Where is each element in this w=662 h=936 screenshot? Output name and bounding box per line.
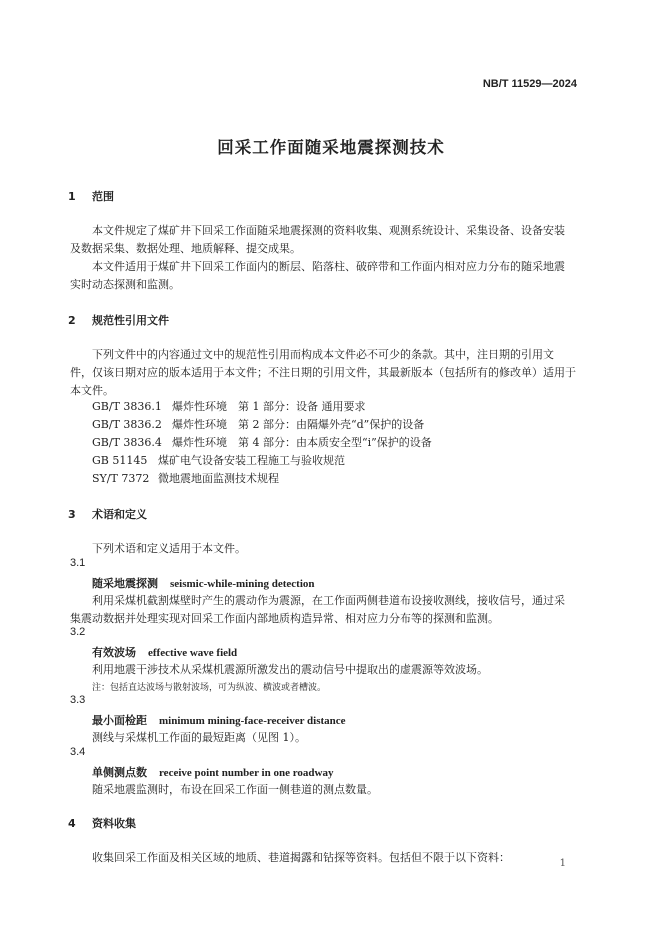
reference-code: SY/T 7372 <box>92 472 150 485</box>
reference-title: 爆炸性环境 第 1 部分：设备 通用要求 <box>172 400 366 413</box>
reference-code: GB/T 3836.2 <box>92 418 162 431</box>
section-title: 规范性引用文件 <box>92 314 169 327</box>
term-note: 注：包括直达波场与散射波场，可为纵波、横波或者槽波。 <box>92 683 327 693</box>
term-chinese: 有效波场 <box>92 646 136 659</box>
paragraph-line: 本文件。 <box>70 384 114 397</box>
reference-title: 爆炸性环境 第 4 部分：由本质安全型“i”保护的设备 <box>172 436 432 449</box>
document-title: 回采工作面随采地震探测技术 <box>217 138 445 157</box>
reference-code: GB 51145 <box>92 454 148 467</box>
term-english: minimum mining-face-receiver distance <box>159 715 346 727</box>
term-heading <box>92 644 237 660</box>
term-number: 3.4 <box>70 746 86 758</box>
section-title: 资料收集 <box>92 817 136 830</box>
section-4-heading <box>68 815 136 831</box>
term-chinese: 单侧测点数 <box>92 766 147 779</box>
normative-reference <box>92 434 432 450</box>
term-heading <box>92 712 346 728</box>
section-number: 1 <box>68 190 76 203</box>
paragraph-line: 本文件适用于煤矿井下回采工作面内的断层、陷落柱、破碎带和工作面内相对应力分布的随采地震 <box>92 260 565 273</box>
paragraph-line: 实时动态探测和监测。 <box>70 278 180 291</box>
term-number: 3.3 <box>70 694 86 706</box>
term-chinese: 最小面检距 <box>92 714 147 727</box>
paragraph-line: 及数据采集、数据处理、地质解释、提交成果。 <box>70 242 301 255</box>
term-heading <box>92 764 333 780</box>
document-number: NB/T 11529—2024 <box>482 78 577 90</box>
reference-code: GB/T 3836.1 <box>92 400 162 413</box>
normative-reference <box>92 452 345 468</box>
section-number: 2 <box>68 314 76 327</box>
term-english: effective wave field <box>148 647 238 659</box>
reference-title: 爆炸性环境 第 2 部分：由隔爆外壳“d”保护的设备 <box>172 418 425 431</box>
paragraph-line: 下列术语和定义适用于本文件。 <box>92 542 246 555</box>
reference-title: 微地震地面监测技术规程 <box>158 472 279 485</box>
term-definition-line: 集震动数据并处理实现对回采工作面内部地质构造异常、相对应力分布等的探测和监测。 <box>70 612 499 625</box>
normative-reference <box>92 398 366 414</box>
term-definition-line: 随采地震监测时，布设在回采工作面一侧巷道的测点数量。 <box>92 783 378 796</box>
term-number: 3.1 <box>70 557 86 569</box>
section-1-heading <box>68 188 114 204</box>
page-number: 1 <box>559 858 566 869</box>
paragraph-line: 件，仅该日期对应的版本适用于本文件；不注日期的引用文件，其最新版本（包括所有的修改单）适用于 <box>70 366 576 379</box>
term-definition-line: 测线与采煤机工作面的最短距离（见图 1）。 <box>92 731 306 744</box>
section-title: 范围 <box>92 190 114 203</box>
section-number: 3 <box>68 508 76 521</box>
paragraph-line: 收集回采工作面及相关区域的地质、巷道揭露和钻探等资料。包括但不限于以下资料： <box>92 851 510 864</box>
term-english: seismic-while-mining detection <box>170 578 315 590</box>
section-3-heading <box>68 506 147 522</box>
section-number: 4 <box>68 817 76 830</box>
term-chinese: 随采地震探测 <box>92 577 158 590</box>
term-number: 3.2 <box>70 626 86 638</box>
term-definition-line: 利用采煤机截割煤壁时产生的震动作为震源，在工作面两侧巷道布设接收测线，接收信号，通过采 <box>92 594 565 607</box>
reference-title: 煤矿电气设备安装工程施工与验收规范 <box>158 454 345 467</box>
term-heading <box>92 575 315 591</box>
normative-reference <box>92 416 424 432</box>
term-english: receive point number in one roadway <box>159 767 334 779</box>
paragraph-line: 下列文件中的内容通过文中的规范性引用而构成本文件必不可少的条款。其中，注日期的引用文 <box>92 348 554 361</box>
reference-code: GB/T 3836.4 <box>92 436 162 449</box>
section-2-heading <box>68 312 169 328</box>
term-definition-line: 利用地震干涉技术从采煤机震源所激发出的震动信号中提取出的虚震源等效波场。 <box>92 663 488 676</box>
normative-reference <box>92 470 279 486</box>
paragraph-line: 本文件规定了煤矿井下回采工作面随采地震探测的资料收集、观测系统设计、采集设备、设备安装 <box>92 224 565 237</box>
section-title: 术语和定义 <box>92 508 147 521</box>
